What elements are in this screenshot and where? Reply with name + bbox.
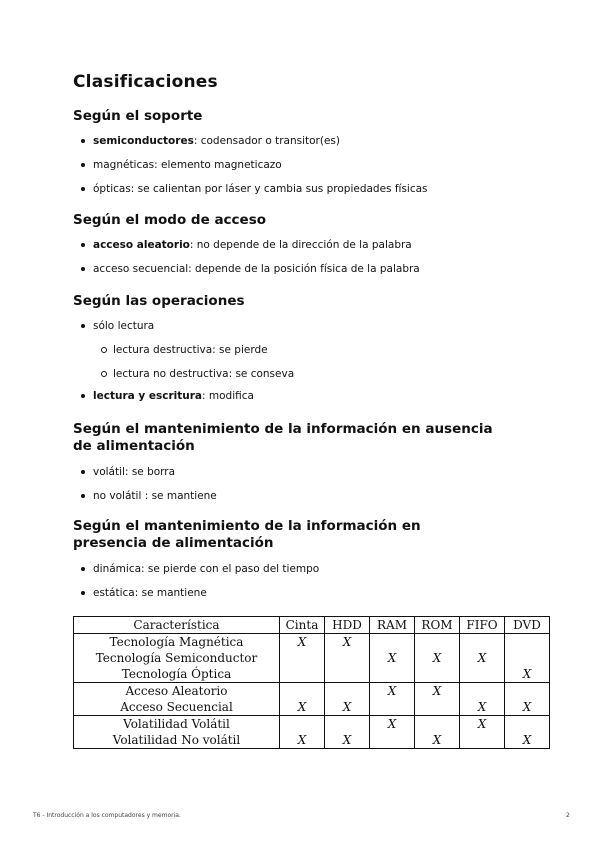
x-mark: X (387, 717, 397, 731)
x-mark: X (297, 700, 307, 714)
empty-mark (420, 716, 454, 732)
mark-cell (280, 634, 325, 683)
mark-cell (325, 716, 370, 749)
list-item: acceso secuencial: depende de la posición física de la palabra (73, 262, 420, 286)
sublist-item: lectura no destructiva: se conseva (93, 367, 294, 391)
section-heading-soporte: Según el soporte (73, 108, 203, 124)
sublist-solo-lectura (93, 343, 294, 391)
mark-cell (460, 634, 505, 683)
row-label: Tecnología Magnética (109, 635, 244, 649)
empty-mark (510, 650, 544, 666)
empty-mark (510, 683, 544, 699)
column-header: ROM (415, 617, 460, 634)
column-header: RAM (370, 617, 415, 634)
x-mark: X (297, 733, 307, 747)
empty-mark (330, 650, 364, 666)
section-heading-ausencia-alimentacion: Según el mantenimiento de la información en ausencia de alimentación (73, 421, 493, 454)
empty-mark (465, 732, 499, 748)
table-body (74, 634, 550, 749)
row-label-cell (74, 716, 280, 749)
section-heading-presencia-alimentacion: Según el mantenimiento de la información en presencia de alimentación (73, 518, 421, 551)
x-mark: X (477, 717, 487, 731)
list-modo-acceso (73, 238, 420, 286)
x-mark: X (432, 684, 442, 698)
row-label-cell (74, 634, 280, 683)
footer-page-number: 2 (566, 812, 570, 819)
mark-cell (460, 716, 505, 749)
mark-cell (505, 683, 550, 716)
list-soporte (73, 134, 428, 206)
empty-mark (420, 634, 454, 650)
mark-cell (505, 634, 550, 683)
x-mark: X (522, 733, 532, 747)
x-mark: X (522, 667, 532, 681)
row-label: Tecnología Semiconductor (95, 651, 258, 665)
section-heading-operaciones: Según las operaciones (73, 293, 245, 309)
row-label: Volatilidad No volátil (112, 733, 241, 747)
x-mark: X (432, 651, 442, 665)
x-mark: X (342, 733, 352, 747)
mark-cell (280, 716, 325, 749)
x-mark: X (342, 700, 352, 714)
list-item: semiconductores: codensador o transitor(es) (73, 134, 428, 158)
row-label-cell (74, 683, 280, 716)
table-row (74, 634, 550, 683)
mark-cell (325, 683, 370, 716)
list-item: acceso aleatorio: no depende de la dirección de la palabra (73, 238, 420, 262)
empty-mark (285, 716, 319, 732)
row-label: Tecnología Óptica (121, 667, 232, 681)
empty-mark (375, 666, 409, 682)
list-item: magnéticas: elemento magneticazo (73, 158, 428, 182)
x-mark: X (477, 651, 487, 665)
mark-cell (370, 716, 415, 749)
row-label: Volatilidad Volátil (123, 717, 230, 731)
list-item: estática: se mantiene (73, 586, 319, 610)
x-mark: X (387, 651, 397, 665)
empty-mark (330, 683, 364, 699)
empty-mark (465, 634, 499, 650)
list-item: sólo lectura lectura destructiva: se pierde lectura no destructiva: se conseva (73, 319, 294, 391)
mark-cell (460, 683, 505, 716)
sublist-item: lectura destructiva: se pierde (93, 343, 294, 367)
list-ausencia-alimentacion (73, 465, 217, 513)
mark-cell (505, 716, 550, 749)
column-header: Característica (74, 617, 280, 634)
list-operaciones (73, 319, 294, 413)
mark-cell (370, 683, 415, 716)
mark-cell (325, 634, 370, 683)
footer-left-text: T6 - Introducción a los computadores y memoria. (33, 812, 181, 819)
x-mark: X (387, 684, 397, 698)
mark-cell (415, 683, 460, 716)
mark-cell (280, 683, 325, 716)
list-item: dinámica: se pierde con el paso del tiempo (73, 562, 319, 586)
empty-mark (420, 666, 454, 682)
empty-mark (330, 716, 364, 732)
empty-mark (375, 699, 409, 715)
empty-mark (375, 634, 409, 650)
mark-cell (370, 634, 415, 683)
comparison-table (73, 616, 550, 749)
column-header: FIFO (460, 617, 505, 634)
x-mark: X (477, 700, 487, 714)
mark-cell (415, 716, 460, 749)
page-title: Clasificaciones (73, 72, 218, 92)
row-label: Acceso Secuencial (120, 700, 233, 714)
empty-mark (330, 666, 364, 682)
list-item: volátil: se borra (73, 465, 217, 489)
x-mark: X (522, 700, 532, 714)
column-header: DVD (505, 617, 550, 634)
column-header: Cinta (280, 617, 325, 634)
empty-mark (285, 666, 319, 682)
mark-cell (415, 634, 460, 683)
list-item: no volátil : se mantiene (73, 489, 217, 513)
empty-mark (420, 699, 454, 715)
empty-mark (375, 732, 409, 748)
table-header-row (74, 617, 550, 634)
section-heading-modo-acceso: Según el modo de acceso (73, 212, 267, 228)
column-header: HDD (325, 617, 370, 634)
row-label: Acceso Aleatorio (125, 684, 228, 698)
x-mark: X (432, 733, 442, 747)
empty-mark (465, 683, 499, 699)
list-item: lectura y escritura: modifica (73, 389, 294, 413)
empty-mark (465, 666, 499, 682)
list-item: ópticas: se calientan por láser y cambia sus propiedades físicas (73, 182, 428, 206)
table-row (74, 683, 550, 716)
x-mark: X (342, 635, 352, 649)
x-mark: X (297, 635, 307, 649)
list-presencia-alimentacion (73, 562, 319, 610)
empty-mark (285, 683, 319, 699)
table-row (74, 716, 550, 749)
empty-mark (510, 634, 544, 650)
empty-mark (285, 650, 319, 666)
empty-mark (510, 716, 544, 732)
